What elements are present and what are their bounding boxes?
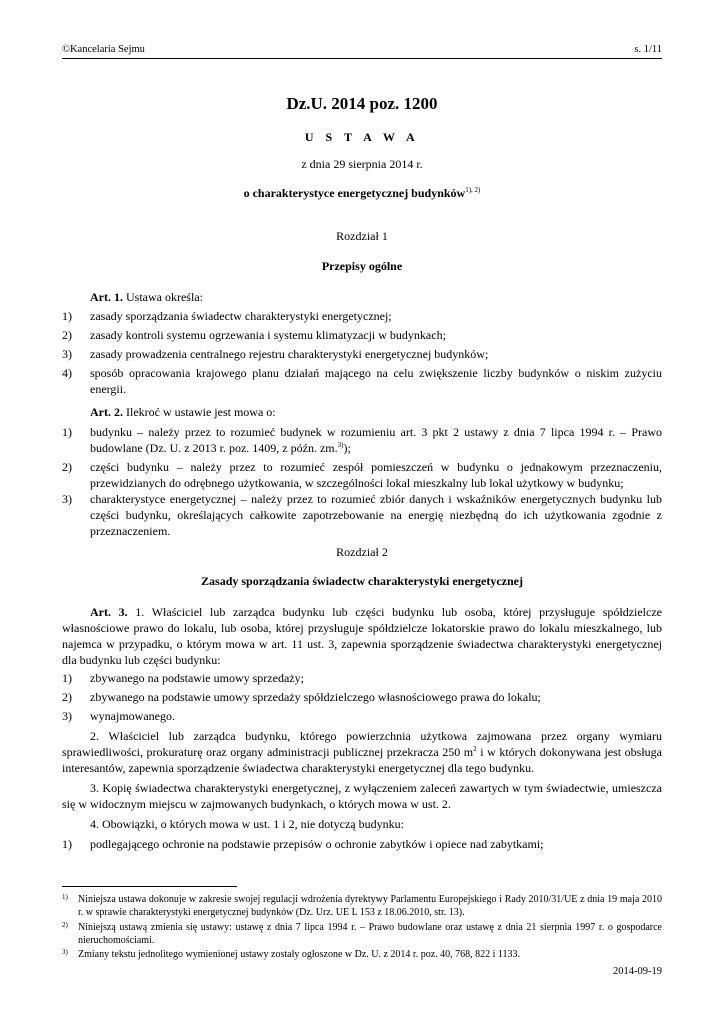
footnote-text: Niniejszą ustawą zmienia się ustawy: ustawę z dnia 7 lipca 1994 r. – Prawo budowlane oraz ustawę z dnia 21 sierpnia 1997 r. o gospodarce nieruchomościami.: [78, 922, 662, 946]
footer-date: 2014-09-19: [613, 966, 662, 977]
list-number: 3): [62, 709, 72, 723]
list-number: 1): [62, 837, 72, 851]
art3-para-3: 3. Kopię świadectwa charakterystyki energetycznej, z wyłączeniem zaleceń zawartych w tym świadectwie, umieszcza się w widocznym miejscu w zajmowanych budynkach, o których mowa w ust. 2.: [62, 781, 662, 811]
document-title: Dz.U. 2014 poz. 1200: [286, 94, 438, 113]
footnote-ref-3: 3): [337, 441, 344, 449]
list-text: zbywanego na podstawie umowy sprzedaży spółdzielczego własnościowego prawa do lokalu;: [90, 690, 541, 704]
list-number: 1): [62, 671, 72, 685]
art3-number: Art. 3.: [90, 605, 128, 619]
list-text: podlegającego ochronie na podstawie przepisów o ochronie zabytków i opiece nad zabytkami;: [90, 837, 544, 851]
chapter1-label: Rozdział 1: [336, 229, 388, 243]
art3-para-1: [62, 604, 662, 668]
act-subject-footnote-ref: 1), 2): [465, 186, 481, 194]
list-text: [90, 424, 662, 456]
art2-intro: [62, 404, 662, 420]
art3-para-2: [62, 728, 662, 776]
chapter2-title: Zasady sporządzania świadectw charakterystyki energetycznej: [201, 574, 523, 588]
page-header: [62, 44, 662, 59]
list-number: 2): [62, 460, 72, 474]
list-text: charakterystyce energetycznej – należy przez to rozumieć zbiór danych i wskaźników energetycznych budynku lub części budynku, określających całkowite zapotrzebowanie na energię niezbędną do ich użytkowania zgodnie z przeznaczeniem.: [90, 492, 662, 538]
footnote-number: 3): [62, 948, 68, 956]
art3-para1-text: 1. Właściciel lub zarządca budynku lub części budynku lub osoba, której przysługuje spółdzielcze własnościowe prawo do lokalu, lub osoba, której przysługuje spółdzielcze lokatorskie prawo do lokalu mieszkalnego, lub najemca w przypadku, o którym mowa w art. 11 ust. 3, zapewnia sporządzenie świadectwa charakterystyki energetycznej dla budynku lub części budynku:: [62, 605, 662, 667]
list-text: części budynku – należy przez to rozumieć zespół pomieszczeń w budynku o jednakowym przeznaczeniu, przewidzianych do odrębnego użytkowania, w szczególności lokal mieszkalny lub lokal użytkowy w budynku;: [90, 460, 662, 490]
superscript-2: 2: [473, 745, 477, 753]
list-text: zbywanego na podstawie umowy sprzedaży;: [90, 671, 304, 685]
act-date: z dnia 29 sierpnia 2014 r.: [301, 157, 423, 171]
list-number: 3): [62, 347, 72, 361]
list-number: 2): [62, 328, 72, 342]
act-subject-text: o charakterystyce energetycznej budynków: [243, 186, 466, 200]
header-page-number: s. 1/11: [634, 44, 662, 55]
list-text: zasady kontroli systemu ogrzewania i systemu klimatyzacji w budynkach;: [90, 328, 446, 342]
footnote-text: Niniejsza ustawa dokonuje w zakresie swojej regulacji wdrożenia dyrektywy Parlamentu Europejskiego i Rady 2010/31/UE z dnia 19 maja 2010 r. w sprawie charakterystyki energetycznej budynków (Dz. Urz. UE L 153 z 18.06.2010, str. 13).: [78, 894, 662, 918]
header-publisher: ©Kancelaria Sejmu: [62, 44, 145, 55]
list-text: zasady sporządzania świadectw charakterystyki energetycznej;: [90, 309, 392, 323]
list-number: 1): [62, 425, 72, 439]
chapter1-title: Przepisy ogólne: [321, 259, 403, 273]
footnote-number: 2): [62, 921, 68, 929]
art2-number: Art. 2.: [90, 405, 123, 419]
art1-intro-text: Ustawa określa:: [126, 290, 203, 304]
footnote-text: Zmiany tekstu jednolitego wymienionej ustawy zostały ogłoszone w Dz. U. z 2014 r. poz. 40, 768, 822 i 1133.: [78, 949, 521, 960]
list-number: 1): [62, 309, 72, 323]
art2-intro-text: Ilekroć w ustawie jest mowa o:: [126, 405, 276, 419]
act-type: U S T A W A: [304, 130, 420, 144]
list-number: 3): [62, 492, 72, 506]
footnote-separator: [62, 886, 237, 887]
list-text: zasady prowadzenia centralnego rejestru charakterystyki energetycznej budynków;: [90, 347, 489, 361]
act-subject: [62, 186, 662, 201]
list-text: sposób opracowania krajowego planu działań mającego na celu zwiększenie liczby budynków o niskim zużyciu energii.: [90, 366, 662, 396]
art2-item1-text: budynku – należy przez to rozumieć budynek w rozumieniu art. 3 pkt 2 ustawy z dnia 7 lipca 1994 r. – Prawo budowlane (Dz. U. z 2013 r. poz. 1409, z późn. zm.: [90, 425, 662, 455]
art1-intro: [62, 289, 662, 305]
art2-item1-end: );: [343, 441, 351, 455]
art1-number: Art. 1.: [90, 290, 123, 304]
art3-para2-text: 2. Właściciel lub zarządca budynku, którego powierzchnia użytkowa zajmowana przez organy wymiaru sprawiedliwości, prokuraturę oraz organy administracji publicznej przekracza 250 m: [62, 729, 662, 759]
art3-para-4: 4. Obowiązki, o których mowa w ust. 1 i 2, nie dotyczą budynku:: [90, 817, 404, 831]
art3-para2-text-end: i w których dokonywana jest obsługa interesantów, zapewnia sporządzenie świadectwa charakterystyki energetycznej dla tego budynku.: [62, 745, 663, 775]
list-number: 2): [62, 690, 72, 704]
chapter2-label: Rozdział 2: [336, 545, 388, 559]
footnote-number: 1): [62, 893, 68, 901]
list-number: 4): [62, 366, 72, 380]
list-text: wynajmowanego.: [90, 709, 175, 723]
